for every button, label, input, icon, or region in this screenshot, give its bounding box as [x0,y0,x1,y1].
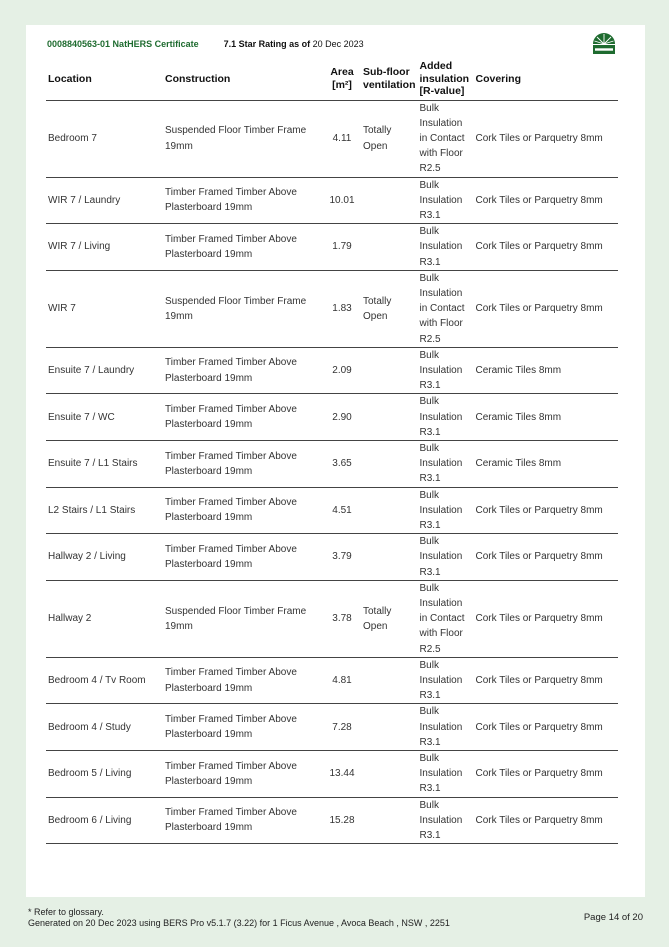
cell-construction: Timber Framed Timber Above Plasterboard 19mm [163,394,323,441]
cell-covering: Cork Tiles or Parquetry 8mm [474,657,619,704]
table-row [46,657,618,704]
table-row [46,487,618,534]
cell-area: 2.90 [323,394,361,441]
cell-area: 3.65 [323,440,361,487]
cell-area: 3.78 [323,580,361,657]
star-rating [224,39,364,49]
cell-ventilation [361,440,418,487]
cell-insulation: Bulk Insulation R3.1 [418,657,474,704]
cell-covering: Cork Tiles or Parquetry 8mm [474,270,619,347]
cell-covering: Cork Tiles or Parquetry 8mm [474,100,619,177]
cell-covering: Cork Tiles or Parquetry 8mm [474,224,619,271]
certificate-page [26,25,645,897]
cell-insulation: Bulk Insulation in Contact with Floor R2.5 [418,270,474,347]
cell-covering: Cork Tiles or Parquetry 8mm [474,534,619,581]
cell-ventilation [361,347,418,394]
col-covering: Covering [474,58,619,100]
page-header [47,39,364,49]
table-row [46,704,618,751]
table-row [46,751,618,798]
cell-location: WIR 7 [46,270,163,347]
table-body [46,100,618,844]
floors-table [46,58,618,844]
cell-covering: Ceramic Tiles 8mm [474,394,619,441]
cell-covering: Cork Tiles or Parquetry 8mm [474,487,619,534]
cell-ventilation [361,704,418,751]
table-row [46,534,618,581]
table-row [46,177,618,224]
col-location: Location [46,58,163,100]
glossary-note: * Refer to glossary. [28,907,104,917]
cell-covering: Cork Tiles or Parquetry 8mm [474,751,619,798]
cell-insulation: Bulk Insulation R3.1 [418,487,474,534]
table-row [46,797,618,844]
cell-area: 10.01 [323,177,361,224]
col-area [323,58,361,100]
cell-ventilation: Totally Open [361,580,418,657]
col-ventilation-label: Sub-floor ventilation [363,66,416,91]
table-row [46,270,618,347]
star-rating-label: 7.1 Star Rating as of [223,39,311,49]
cell-insulation: Bulk Insulation R3.1 [418,751,474,798]
cell-location: Hallway 2 / Living [46,534,163,581]
cell-covering: Ceramic Tiles 8mm [474,347,619,394]
cell-ventilation [361,797,418,844]
cell-construction: Timber Framed Timber Above Plasterboard 19mm [163,704,323,751]
cell-construction: Timber Framed Timber Above Plasterboard 19mm [163,347,323,394]
cell-location: Hallway 2 [46,580,163,657]
cell-insulation: Bulk Insulation R3.1 [418,177,474,224]
rating-date: 20 Dec 2023 [312,39,364,49]
footer [28,907,450,929]
cell-ventilation [361,751,418,798]
cell-insulation: Bulk Insulation R3.1 [418,704,474,751]
cell-covering: Cork Tiles or Parquetry 8mm [474,797,619,844]
cell-area: 7.28 [323,704,361,751]
generated-note: Generated on 20 Dec 2023 using BERS Pro v5.1.7 (3.22) for 1 Ficus Avenue , Avoca Beach , NSW , 2251 [28,918,450,928]
cell-insulation: Bulk Insulation R3.1 [418,347,474,394]
cell-construction: Timber Framed Timber Above Plasterboard 19mm [163,440,323,487]
cell-construction: Timber Framed Timber Above Plasterboard 19mm [163,657,323,704]
cell-insulation: Bulk Insulation R3.1 [418,394,474,441]
cell-location: Ensuite 7 / L1 Stairs [46,440,163,487]
cell-insulation: Bulk Insulation R3.1 [418,440,474,487]
cell-ventilation [361,487,418,534]
cell-construction: Timber Framed Timber Above Plasterboard 19mm [163,177,323,224]
cell-ventilation [361,657,418,704]
col-area-label: Area [m²] [330,66,354,91]
cell-area: 4.11 [323,100,361,177]
cell-area: 3.79 [323,534,361,581]
table-row [46,440,618,487]
cell-insulation: Bulk Insulation R3.1 [418,797,474,844]
cell-covering: Ceramic Tiles 8mm [474,440,619,487]
cell-area: 2.09 [323,347,361,394]
cell-location: L2 Stairs / L1 Stairs [46,487,163,534]
cell-area: 1.83 [323,270,361,347]
page-number: Page 14 of 20 [583,912,643,923]
cell-location: Bedroom 5 / Living [46,751,163,798]
table-row [46,347,618,394]
col-insulation [418,58,474,100]
cell-ventilation [361,394,418,441]
cell-area: 4.81 [323,657,361,704]
cell-construction: Timber Framed Timber Above Plasterboard 19mm [163,224,323,271]
table-row [46,580,618,657]
cell-location: Ensuite 7 / Laundry [46,347,163,394]
cell-insulation: Bulk Insulation in Contact with Floor R2.5 [418,580,474,657]
table-header-row [46,58,618,100]
cell-ventilation: Totally Open [361,270,418,347]
col-insulation-label: Added insulation [R-value] [419,60,470,97]
cell-insulation: Bulk Insulation R3.1 [418,534,474,581]
cell-area: 13.44 [323,751,361,798]
cell-location: WIR 7 / Laundry [46,177,163,224]
cell-location: Bedroom 7 [46,100,163,177]
cell-construction: Timber Framed Timber Above Plasterboard 19mm [163,487,323,534]
cell-construction: Timber Framed Timber Above Plasterboard 19mm [163,797,323,844]
cell-covering: Cork Tiles or Parquetry 8mm [474,580,619,657]
cell-ventilation [361,534,418,581]
cell-construction: Suspended Floor Timber Frame 19mm [163,270,323,347]
cell-ventilation [361,224,418,271]
col-construction: Construction [163,58,323,100]
cell-location: Bedroom 4 / Tv Room [46,657,163,704]
cell-covering: Cork Tiles or Parquetry 8mm [474,704,619,751]
certificate-id: 0008840563-01 NatHERS Certificate [47,39,199,49]
table-row [46,394,618,441]
table-row [46,100,618,177]
cell-insulation: Bulk Insulation R3.1 [418,224,474,271]
nathers-logo-icon [590,30,618,56]
cell-covering: Cork Tiles or Parquetry 8mm [474,177,619,224]
col-ventilation [361,58,418,100]
cell-location: Bedroom 6 / Living [46,797,163,844]
cell-area: 4.51 [323,487,361,534]
cell-area: 15.28 [323,797,361,844]
cell-construction: Timber Framed Timber Above Plasterboard 19mm [163,534,323,581]
cell-construction: Suspended Floor Timber Frame 19mm [163,580,323,657]
cell-location: WIR 7 / Living [46,224,163,271]
table-row [46,224,618,271]
cell-location: Ensuite 7 / WC [46,394,163,441]
cell-area: 1.79 [323,224,361,271]
cell-ventilation [361,177,418,224]
cell-insulation: Bulk Insulation in Contact with Floor R2.5 [418,100,474,177]
cell-construction: Timber Framed Timber Above Plasterboard 19mm [163,751,323,798]
cell-construction: Suspended Floor Timber Frame 19mm [163,100,323,177]
cell-ventilation: Totally Open [361,100,418,177]
cell-location: Bedroom 4 / Study [46,704,163,751]
